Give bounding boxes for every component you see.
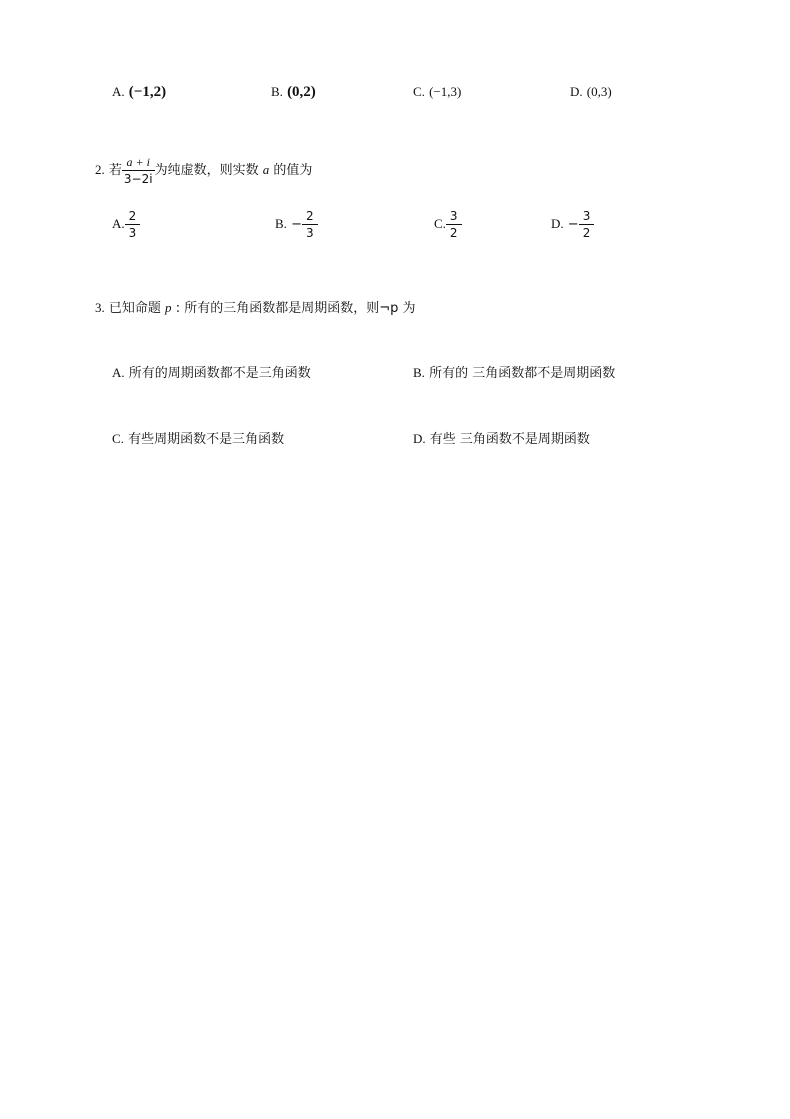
q2-option-b-denominator: 3 <box>305 226 314 240</box>
q2-option-a-denominator: 3 <box>128 226 137 240</box>
q3-negation: ¬p <box>379 301 399 316</box>
q2-option-b-sign: − <box>291 217 302 232</box>
q1-option-c <box>413 84 461 101</box>
q2-suffix: 为纯虚数，则实数 <box>154 163 259 178</box>
q2-option-c <box>434 209 462 240</box>
q1-option-c-value: (−1,3) <box>429 84 462 99</box>
q3-option-c <box>112 431 284 448</box>
q2-option-d-bar <box>579 224 595 225</box>
q3-option-b-text: 所有的 三角函数都不是周期函数 <box>429 366 616 381</box>
q2-fraction-denominator: 3−2i <box>123 172 153 186</box>
q1-option-c-label: C. <box>413 84 425 99</box>
q3-option-a-label: A. <box>112 365 125 380</box>
q2-option-d-sign: − <box>567 217 579 232</box>
q1-option-d-label: D. <box>570 84 583 99</box>
q2-option-c-denominator: 2 <box>449 226 458 240</box>
q3-option-b <box>413 365 615 382</box>
q3-option-a <box>112 365 311 382</box>
q1-option-b-value: (0,2) <box>287 84 316 100</box>
q2-option-c-fraction <box>446 209 462 240</box>
q2-option-a-bar <box>125 224 141 225</box>
q2-option-a-numerator: 2 <box>128 209 137 223</box>
q1-option-a <box>112 84 166 101</box>
q2-option-b-numerator: 2 <box>305 209 314 223</box>
q3-option-c-label: C. <box>112 431 124 446</box>
q1-option-a-label: A. <box>112 84 125 99</box>
q2-tail: 的值为 <box>273 163 313 178</box>
q2-number: 2. <box>95 162 105 177</box>
q2-option-a-label: A. <box>112 216 125 231</box>
q3-option-d-label: D. <box>413 431 426 446</box>
q2-option-d-fraction <box>579 209 595 240</box>
q2-option-b-label: B. <box>275 216 287 231</box>
q2-option-d-denominator: 2 <box>582 226 591 240</box>
q2-option-c-numerator: 3 <box>449 209 458 223</box>
q3-option-d-text: 有些 三角函数不是周期函数 <box>429 432 590 447</box>
q3-variable: p <box>165 300 172 315</box>
q3-stem-pre: 已知命题 <box>108 301 161 316</box>
q3-stem <box>95 300 416 317</box>
q2-option-b-fraction <box>302 209 318 240</box>
q1-option-a-value: (−1,2) <box>128 84 167 100</box>
q2-fraction-bar <box>122 170 155 171</box>
q2-option-d-label: D. <box>551 216 564 231</box>
q1-option-d-value: (0,3) <box>586 84 612 99</box>
q3-option-b-label: B. <box>413 365 425 380</box>
q2-option-d <box>551 209 594 240</box>
q1-option-b-label: B. <box>271 84 283 99</box>
q3-number: 3. <box>95 300 105 315</box>
q3-option-c-text: 有些周期函数不是三角函数 <box>128 432 285 447</box>
q3-stem-tail: 为 <box>402 301 416 316</box>
q1-option-b <box>271 84 316 101</box>
q2-prefix: 若 <box>108 163 122 178</box>
q2-stem <box>95 155 312 186</box>
q2-option-b <box>275 209 318 240</box>
q3-stem-post: : 所有的三角函数都是周期函数，则 <box>175 301 380 316</box>
q2-option-a <box>112 209 140 240</box>
q2-option-b-bar <box>302 224 318 225</box>
q2-option-c-bar <box>446 224 462 225</box>
q2-fraction-numerator: a + i <box>126 155 150 169</box>
q3-option-d <box>413 431 590 448</box>
q1-option-d <box>570 84 612 101</box>
q2-option-c-label: C. <box>434 216 446 231</box>
q2-option-d-numerator: 3 <box>582 209 591 223</box>
q2-variable: a <box>262 162 270 177</box>
q2-option-a-fraction <box>125 209 141 240</box>
q3-option-a-text: 所有的周期函数都不是三角函数 <box>128 366 311 381</box>
q2-fraction <box>122 155 155 186</box>
